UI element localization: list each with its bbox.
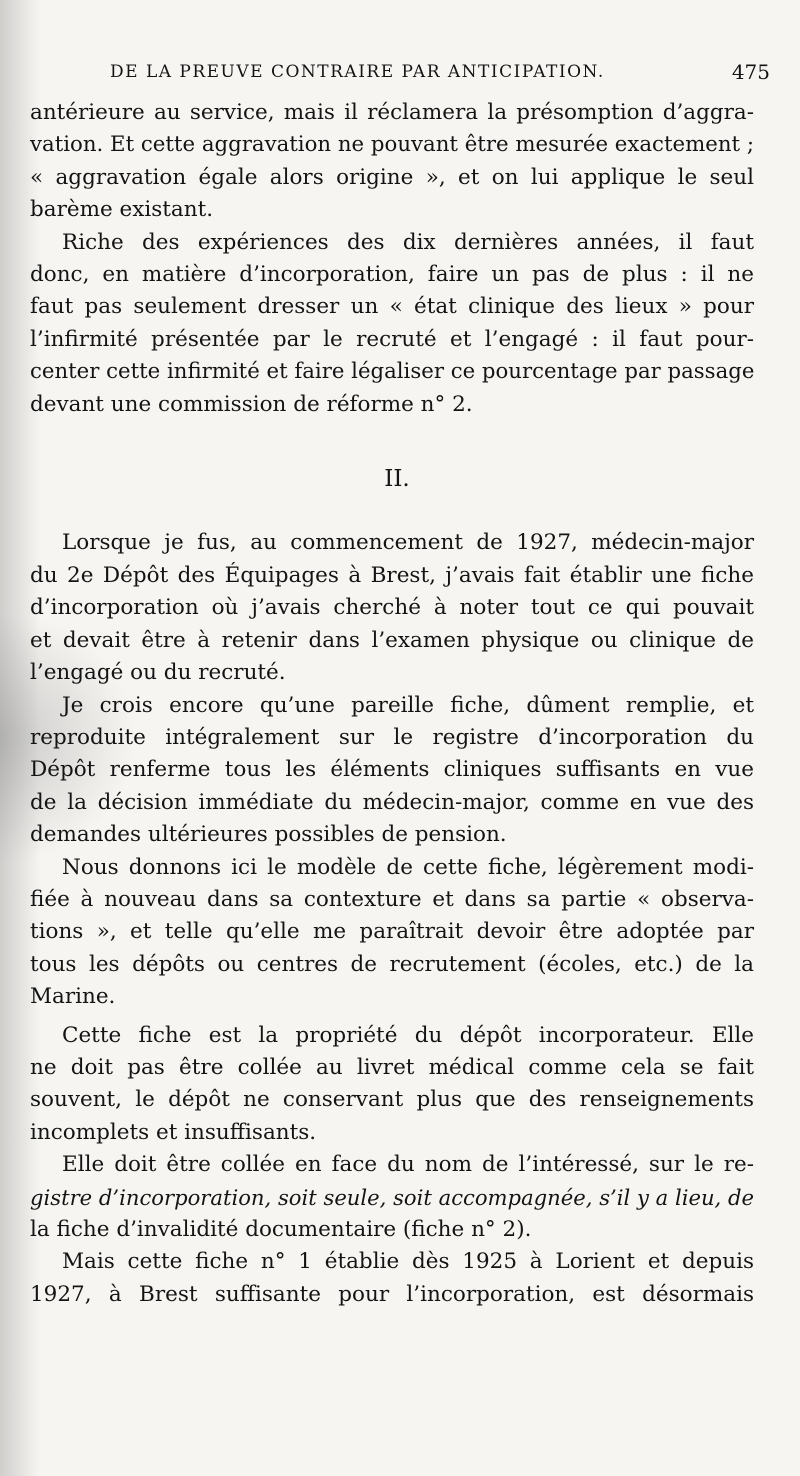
text-line: l’infirmité présentée par le recruté et l’engagé : il faut pour-	[30, 326, 754, 352]
text-line: center cette infirmité et faire légaliser ce pourcentage par passage	[30, 359, 755, 385]
text-line: 1927, à Brest suffisante pour l’incorporation, est désormais	[30, 1281, 754, 1307]
paragraph	[30, 852, 754, 1014]
text-line: de la décision immédiate du médecin-major, comme en vue des	[30, 789, 754, 815]
text-line: Mais cette fiche n° 1 établie dès 1925 à Lorient et depuis	[62, 1249, 754, 1275]
text-line: Nous donnons ici le modèle de cette fiche, légèrement modi-	[62, 854, 754, 880]
text-line: du 2e Dépôt des Équipages à Brest, j’avais fait établir une fiche	[30, 562, 754, 588]
section-heading: II.	[384, 466, 410, 493]
text-line: donc, en matière d’incorporation, faire un pas de plus : il ne	[30, 262, 754, 288]
text-line: ne doit pas être collée au livret médical comme cela se fait	[30, 1054, 754, 1080]
text-line: faut pas seulement dresser un « état clinique des lieux » pour	[30, 294, 754, 320]
paragraph	[30, 527, 754, 689]
text-line: Cette fiche est la propriété du dépôt incorporateur. Elle	[62, 1022, 754, 1048]
paragraph	[30, 1149, 754, 1246]
page-number: 475	[731, 60, 770, 84]
text-line: l’engagé ou du recruté.	[30, 660, 286, 686]
text-line: d’incorporation où j’avais cherché à noter tout ce qui pouvait	[30, 595, 754, 621]
text-line: Je crois encore qu’une pareille fiche, dûment remplie, et	[62, 692, 754, 718]
paragraph	[30, 1020, 754, 1150]
paragraph	[30, 1246, 754, 1311]
text-line: devant une commission de réforme n° 2.	[30, 391, 473, 417]
text-line: tions », et telle qu’elle me paraîtrait devoir être adoptée par	[30, 919, 754, 945]
text-line: Dépôt renferme tous les éléments cliniques suffisants en vue	[30, 757, 754, 783]
text-line: Marine.	[30, 984, 116, 1010]
text-line: barème existant.	[30, 197, 214, 223]
text-line: Riche des expériences des dix dernières années, il faut	[62, 229, 754, 255]
text-line: et devait être à retenir dans l’examen physique ou clinique de	[30, 627, 754, 653]
text-line: Lorsque je fus, au commencement de 1927, médecin-major	[62, 530, 754, 556]
text-line: fiée à nouveau dans sa contexture et dans sa partie « observa-	[30, 886, 754, 912]
text-line: la fiche d’invalidité documentaire (fiche n° 2).	[30, 1217, 532, 1242]
paragraph	[30, 690, 754, 852]
paragraph	[30, 227, 754, 421]
text-line: Elle doit être collée en face du nom de l’intéressé, sur le re-	[62, 1152, 754, 1178]
text-line: demandes ultérieures possibles de pension.	[30, 822, 507, 848]
text-line: gistre d’incorporation, soit seule, soit accompagnée, s’il y a lieu, de	[30, 1184, 754, 1210]
text-line: incomplets et insuffisants.	[30, 1119, 317, 1145]
text-line: antérieure au service, mais il réclamera la présomption d’aggra-	[30, 100, 754, 125]
running-header-title: DE LA PREUVE CONTRAIRE PAR ANTICIPATION.	[110, 62, 605, 82]
text-line: « aggravation égale alors origine », et on lui applique le seul	[30, 164, 754, 190]
text-line: souvent, le dépôt ne conservant plus que des renseignements	[30, 1087, 754, 1113]
text-line: vation. Et cette aggravation ne pouvant être mesurée exactement ;	[30, 132, 755, 158]
text-line: tous les dépôts ou centres de recrutement (écoles, etc.) de la	[30, 951, 754, 977]
text-line: reproduite intégralement sur le registre d’incorporation du	[30, 724, 754, 750]
paragraph	[30, 97, 754, 227]
body-text	[30, 97, 754, 1311]
running-header	[110, 58, 770, 90]
